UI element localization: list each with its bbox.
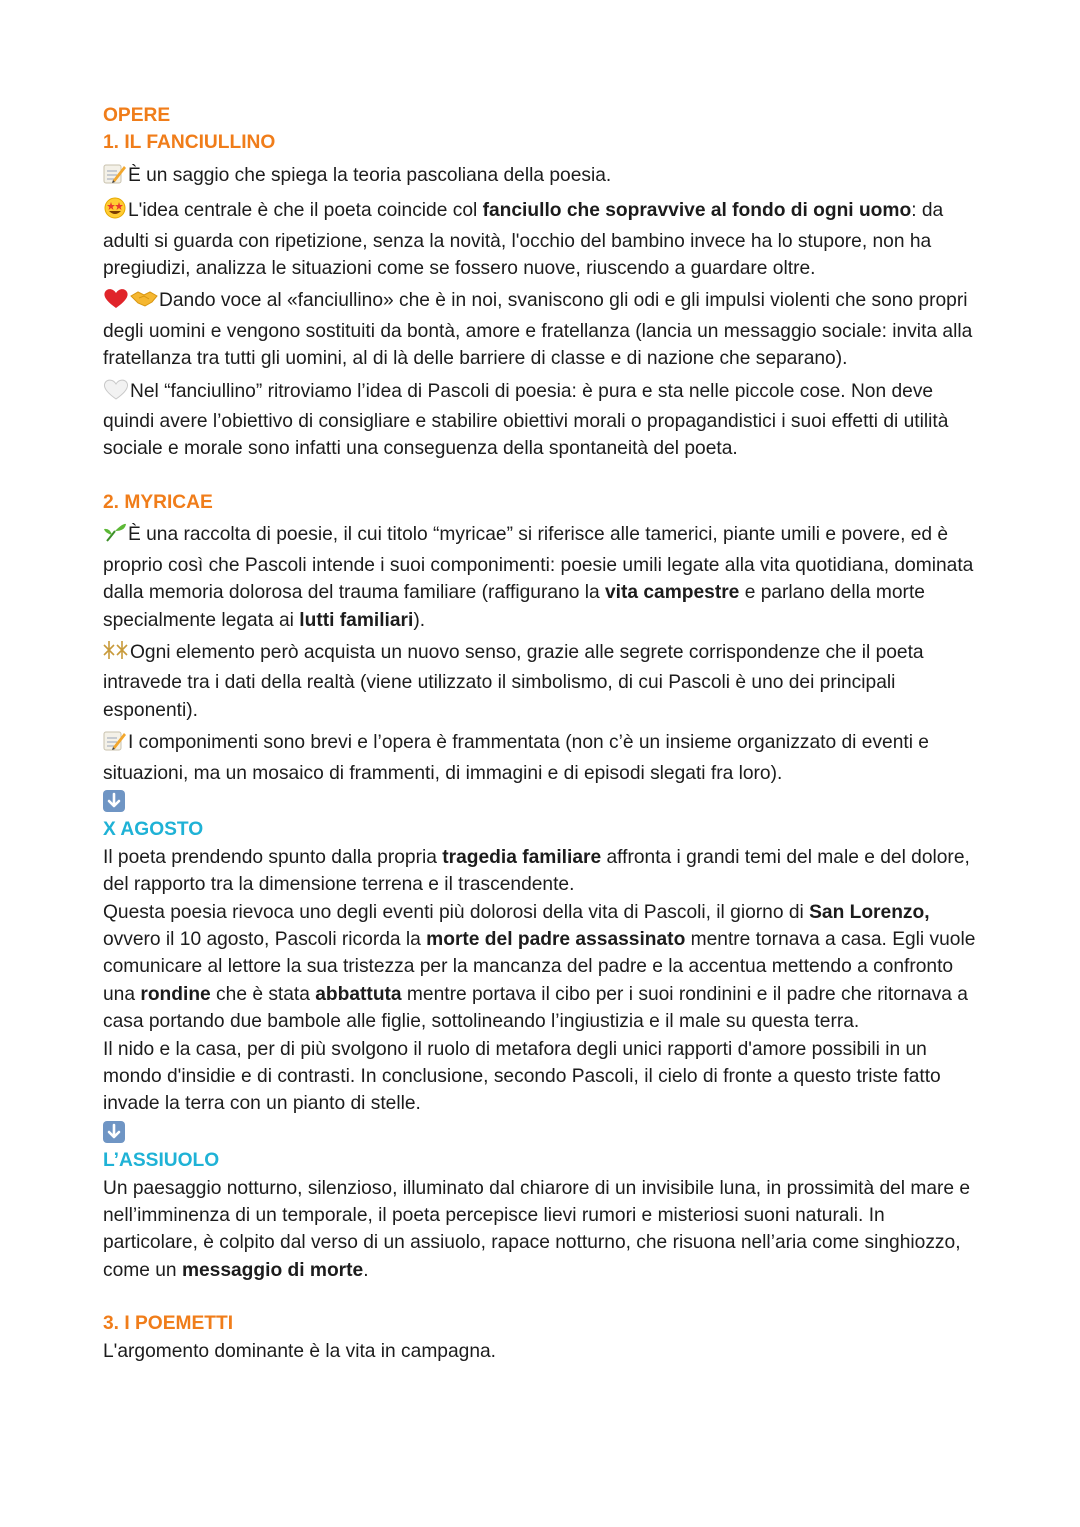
down-arrow-icon: [103, 790, 125, 812]
down-arrow-icon: [103, 1121, 125, 1143]
paragraph-fanciullino-3: Dando voce al «fanciullino» che è in noi, svaniscono gli odi e gli impulsi violenti che sono propri degli uomini e vengono sostituiti da bontà, amore e fratellanza (lancia un messaggio sociale: invita alla fratellanza tra tutti gli uomini, al di là delle barriere di classe e di nazione che separano).: [103, 287, 983, 372]
heading-fanciullino: 1. IL FANCIULLINO: [103, 132, 276, 154]
paragraph-fanciullino-1: È un saggio che spiega la teoria pascoliana della poesia.: [103, 162, 983, 192]
white-heart-icon: [103, 378, 129, 408]
paragraph-poemetti: L'argomento dominante è la vita in campagna.: [103, 1340, 496, 1362]
section-heading-opere: OPERE: [103, 105, 171, 126]
paragraph-myricae-2: Ogni elemento però acquista un nuovo senso, grazie alle segrete corrispondenze che il poeta intravede tra i dati della realtà (viene utilizzato il simbolismo, di cui Pascoli è uno dei principali esponenti).: [103, 639, 983, 724]
heading-myricae: 2. MYRICAE: [103, 491, 213, 513]
paragraph-fanciullino-4: Nel “fanciullino” ritroviamo l’idea di Pascoli di poesia: è pura e sta nelle piccole cose. Non deve quindi avere l’obiettivo di consigliare e stabilire obiettivi morali o propagandistici i suoi effetti di utilità sociale e morale sono infatti una conseguenza della spontaneità del poeta.: [103, 378, 983, 463]
heading-poemetti: 3. I POEMETTI: [103, 1313, 234, 1335]
handshake-icon: [130, 287, 158, 317]
paragraph-agosto-3: Il nido e la casa, per di più svolgono il ruolo di metafora degli unici rapporti d'amore possibili in un mondo d'insidie e di contrasti. In conclusione, secondo Pascoli, il cielo di fronte a questo triste fatto invade la terra con un pianto di stelle.: [103, 1038, 941, 1115]
sparkle-symbols-icon: [103, 639, 129, 669]
paragraph-myricae-3: I componimenti sono brevi e l’opera è frammentata (non c’è un insieme organizzato di eventi e situazioni, ma un mosaico di frammenti, di immagini e di episodi slegati fra loro).: [103, 729, 983, 787]
paragraph-assiuolo: Un paesaggio notturno, silenzioso, illuminato dal chiarore di un invisibile luna, in prossimità del mare e nell’imminenza di un temporale, il poeta percepisce lievi rumori e misteriosi suoni naturali. In particolare, è colpito dal verso di un assiuolo, rapace notturno, che risuona nell’aria come singhiozzo, come un messaggio di morte.: [103, 1177, 971, 1281]
seedling-icon: [103, 521, 127, 551]
paragraph-myricae-1: È una raccolta di poesie, il cui titolo “myricae” si riferisce alle tamerici, piante umili e povere, ed è proprio così che Pascoli intende i suoi componimenti: poesie umili legate alla vita quotidiana, dominata dalla memoria dolorosa del trauma familiare (raffigurano la vita campestre e parlano della morte specialmente legata ai lutti familiari).: [103, 521, 983, 634]
paragraph-fanciullino-2: L'idea centrale è che il poeta coincide col fanciullo che sopravvive al fondo di ogni uomo: da adulti si guarda con ripetizione, senza la novità, l'occhio del bambino invece ha lo stupore, non ha pregiudizi, analizza le situazioni come se fossero nuove, riuscendo a guardare oltre.: [103, 197, 983, 282]
paragraph-agosto-2: Questa poesia rievoca uno degli eventi più dolorosi della vita di Pascoli, il giorno di San Lorenzo, ovvero il 10 agosto, Pascoli ricorda la morte del padre assassinato mentre tornava a casa. Egli vuole comunicare al lettore la sua tristezza per la mancanza del padre e la accentua mettendo a confronto una rondine che è stata abbattuta mentre portava il cibo per i suoi rondinini e il padre che ritornava a casa portando due bambole alle figlie, sottolineando l’ingiustizia e il male su questa terra.: [103, 901, 976, 1033]
document-content: [103, 102, 983, 1365]
red-heart-icon: [103, 287, 129, 317]
heading-x-agosto: X AGOSTO: [103, 819, 204, 841]
heading-assiuolo: L’ASSIUOLO: [103, 1150, 220, 1172]
star-struck-face-icon: [103, 197, 127, 227]
paragraph-agosto-1: Il poeta prendendo spunto dalla propria tragedia familiare affronta i grandi temi del male e del dolore, del rapporto tra la dimensione terrena e il trascendente.: [103, 846, 970, 896]
memo-icon: [103, 729, 127, 759]
memo-icon: [103, 162, 127, 192]
